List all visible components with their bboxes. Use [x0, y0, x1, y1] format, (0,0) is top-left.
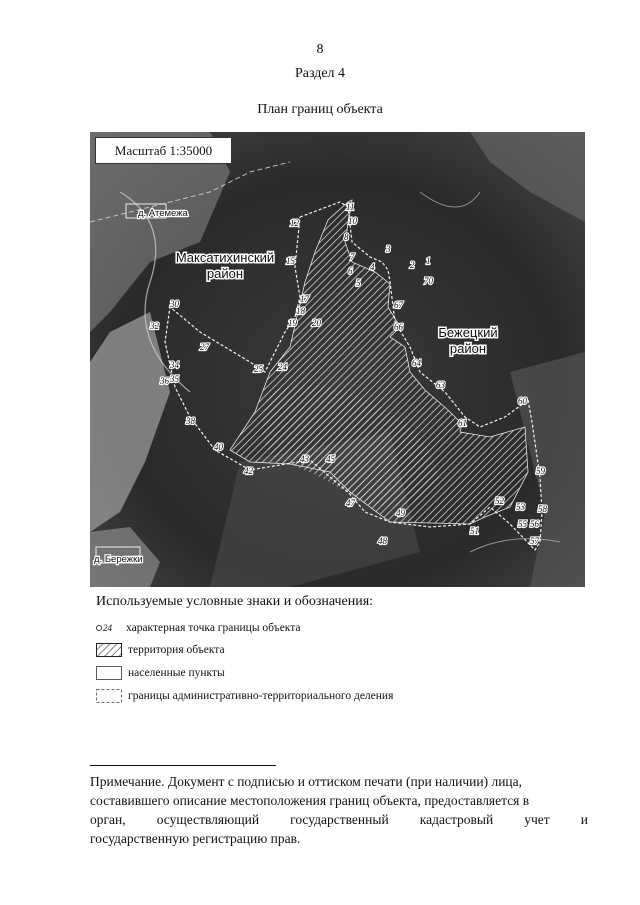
boundary-point-label: 63: [436, 380, 445, 390]
boundary-point-label: 4: [370, 262, 375, 272]
district-label-bezhetsk-1: Бежецкий: [438, 325, 498, 340]
note-line-2: составившего описание местоположения границ объекта, предоставляется в: [90, 793, 530, 808]
legend-title: Используемые условные знаки и обозначения:: [96, 594, 374, 609]
boundary-point-label: 40: [214, 442, 223, 452]
boundary-point-label: 7: [350, 252, 355, 262]
note-line-4: государственную регистрацию прав.: [90, 831, 301, 846]
note-block: [90, 772, 588, 848]
boundary-point-label: 18: [296, 306, 305, 316]
boundary-point-label: 20: [312, 318, 321, 328]
boundary-point-label: 15: [286, 256, 295, 266]
boundary-point-label: 48: [378, 536, 387, 546]
boundary-point-label: 11: [346, 202, 355, 212]
settlement-label-berezhki: д. Бережки: [94, 554, 143, 565]
boundary-point-label: 8: [344, 232, 349, 242]
boundary-point-label: 6: [348, 266, 353, 276]
legend-point-dot-icon: [96, 625, 102, 631]
legend-point-symbol: [96, 623, 122, 633]
legend-row-territory: [96, 643, 225, 657]
boundary-point-label: 34: [170, 360, 179, 370]
boundary-point-label: 45: [326, 454, 335, 464]
boundary-point-label: 24: [278, 362, 287, 372]
map-canvas: [90, 132, 585, 587]
boundary-point-label: 38: [186, 416, 195, 426]
boundary-point-label: 60: [518, 396, 527, 406]
legend-label-settlement: населенные пункты: [128, 667, 225, 679]
boundary-point-label: 27: [200, 342, 209, 352]
boundary-point-label: 56: [530, 519, 539, 529]
boundary-point-label: 1: [426, 256, 431, 266]
boundary-point-label: 25: [254, 364, 263, 374]
boundary-point-label: 42: [244, 466, 253, 476]
district-label-bezhetsk-2: район: [449, 341, 487, 356]
boundary-point-label: 66: [394, 322, 403, 332]
boundary-point-label: 43: [300, 454, 309, 464]
boundary-point-label: 19: [288, 318, 297, 328]
legend-hatch-icon: [96, 643, 122, 657]
boundary-point-label: 35: [170, 374, 179, 384]
boundary-point-label: 10: [348, 216, 357, 226]
boundary-point-label: 5: [356, 278, 361, 288]
boundary-point-label: 2: [410, 260, 415, 270]
plan-title: План границ объекта: [257, 102, 383, 117]
footnote-separator: [90, 765, 276, 766]
legend-row-settlement: [96, 666, 225, 680]
legend-point-number: 24: [103, 623, 112, 633]
boundary-point-label: 53: [516, 502, 525, 512]
boundary-point-label: 3: [386, 244, 391, 254]
legend-label-territory: территория объекта: [128, 644, 225, 656]
boundary-map[interactable]: [90, 132, 585, 587]
page-number: 8: [316, 42, 324, 57]
legend-label-admin: границы административно-территориального деления: [128, 690, 394, 702]
boundary-point-label: 57: [530, 536, 539, 546]
legend-row-admin: [96, 689, 393, 703]
boundary-point-label: 64: [412, 358, 421, 368]
legend-label-point: характерная точка границы объекта: [126, 622, 301, 634]
boundary-point-label: 36: [160, 376, 169, 386]
settlement-label-atemezha: д. Атемежа: [138, 208, 188, 219]
boundary-point-label: 67: [394, 300, 403, 310]
section-title: Раздел 4: [294, 66, 346, 81]
boundary-point-label: 51: [470, 526, 479, 536]
boundary-point-label: 61: [458, 418, 467, 428]
boundary-point-label: 55: [518, 519, 527, 529]
note-line-1: Примечание. Документ с подписью и оттиском печати (при наличии) лица,: [90, 774, 523, 789]
boundary-point-label: 47: [346, 498, 355, 508]
legend-row-point: [96, 622, 301, 634]
boundary-point-label: 30: [170, 299, 179, 309]
legend-settlement-icon: [96, 666, 122, 680]
boundary-point-label: 12: [290, 218, 299, 228]
boundary-point-label: 52: [495, 496, 504, 506]
district-label-maksatikha-2: район: [206, 266, 244, 281]
boundary-point-label: 32: [150, 321, 159, 331]
boundary-point-label: 70: [424, 276, 433, 286]
district-label-maksatikha-1: Максатихинский: [175, 250, 275, 265]
boundary-point-label: 59: [536, 466, 545, 476]
boundary-point-label: 58: [538, 504, 547, 514]
boundary-point-label: 49: [396, 508, 405, 518]
scale-label: Масштаб 1:35000: [95, 137, 232, 164]
note-line-3: орган, осуществляющий государственный кадастровый учет и: [90, 812, 588, 827]
boundary-point-label: 17: [300, 294, 309, 304]
legend-admin-boundary-icon: [96, 689, 122, 703]
